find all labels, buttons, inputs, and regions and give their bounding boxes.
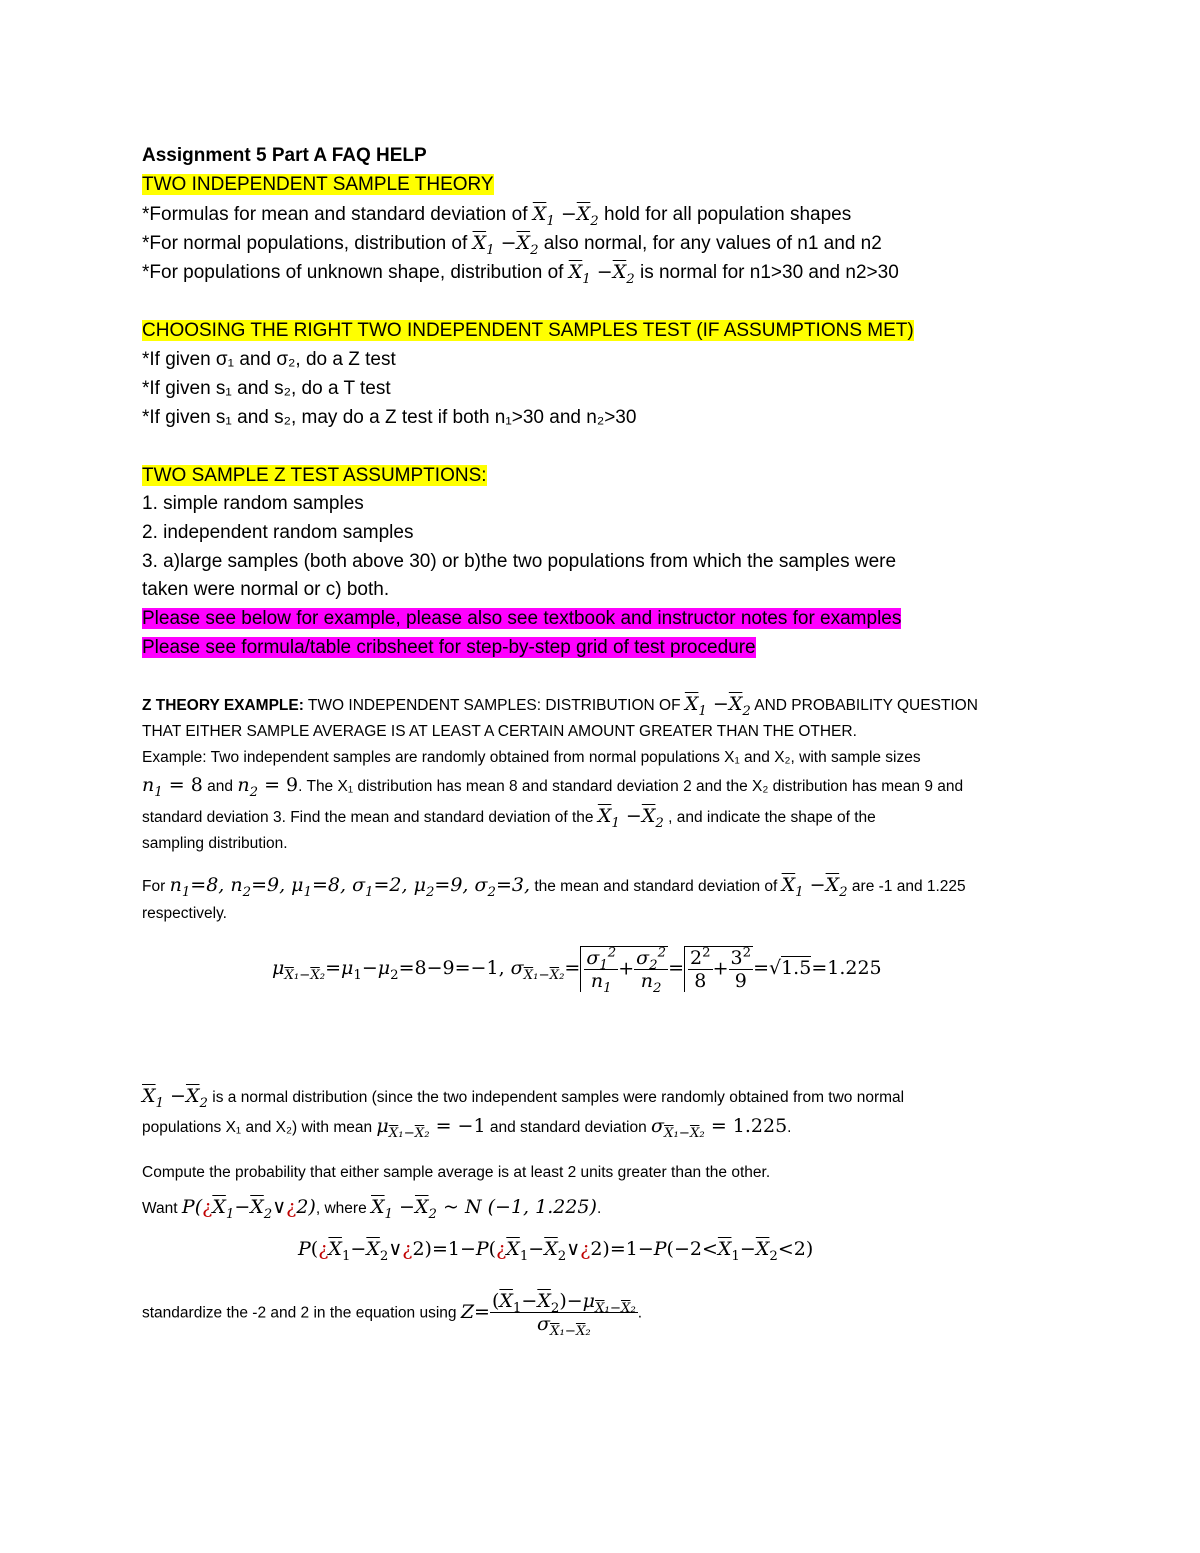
example-paragraph-3: standard deviation 3. Find the mean and standard deviation of the $\overline{X}_1 -\overline{X}_2$ , and indicate the shape of the bbox=[142, 805, 876, 831]
note-example: Please see below for example, please also see textbook and instructor notes for examples bbox=[142, 608, 902, 629]
choosing-line-1: *If given σ₁ and σ₂, do a Z test bbox=[142, 349, 396, 370]
example-heading-2: THAT EITHER SAMPLE AVERAGE IS AT LEAST A CERTAIN AMOUNT GREATER THAN THE OTHER. bbox=[142, 723, 857, 740]
theory-line-1: *Formulas for mean and standard deviation of $\overline{X}_1 -\overline{X}_2$ hold for all population shapes bbox=[142, 203, 852, 229]
want-line: Want $P(¿\overline{X}_1-\overline{X}_2\vee¿2)$, where $\overline{X}_1 -\overline{X}_2$ ~ N (−1, 1.225). bbox=[142, 1196, 602, 1222]
result-line-1: $\overline{X}_1 -\overline{X}_2$ is a normal distribution (since the two independent samples were randomly obtained from two normal bbox=[142, 1085, 905, 1111]
result-line-2: populations X₁ and X₂) with mean $\mu_{\overline{X}_1-\overline{X}_2} = -1$ and standard deviation $\sigma_{\overline{X}_1-\overline{X}_2} = 1.225$. bbox=[142, 1115, 792, 1141]
assumption-2: 2. independent random samples bbox=[142, 522, 414, 543]
theory-line-2: *For normal populations, distribution of $\overline{X}_1 -\overline{X}_2$ also normal, for any values of n1 and n2 bbox=[142, 232, 882, 258]
section-heading-assumptions: TWO SAMPLE Z TEST ASSUMPTIONS: bbox=[142, 465, 487, 486]
page-title: Assignment 5 Part A FAQ HELP bbox=[142, 145, 427, 166]
respectively-line: respectively. bbox=[142, 905, 227, 922]
example-paragraph-2: $n_1 = 8$ and $n_2 = 9$. The X₁ distribution has mean 8 and standard deviation 2 and the X₂ distribution has mean 9 and bbox=[142, 774, 964, 800]
probability-equation: $P(¿\overline{X}_1-\overline{X}_2\vee¿2)=1-P(¿\overline{X}_1-\overline{X}_2\vee¿2)=1-P(-2<\overline{X}_1-\overline{X}_2<2)$ bbox=[298, 1238, 814, 1264]
for-line: For $n_1=8$, $n_2=9$, $\mu_1=8$, $\sigma_1=2$, $\mu_2=9$, $\sigma_2=3$, the mean and standard deviation of $\overline{X}_1 -\overline{X}_2$ are -1 and 1.225 bbox=[142, 874, 966, 900]
assumption-3: 3. a)large samples (both above 30) or b)the two populations from which the samples were bbox=[142, 551, 897, 572]
example-paragraph-1: Example: Two independent samples are randomly obtained from normal populations X₁ and X₂, with sample sizes bbox=[142, 749, 921, 766]
mean-sd-equation: $\mu_{\overline{X}_1-\overline{X}_2}=\mu_1-\mu_2=8-9=-1$, $\sigma_{\overline{X}_1-\overline{X}_2}=$ $\frac{\sigma_1^2}{n_1}$ + $\frac{\sigma_2^2}{n_2}$ = $\frac{2^2}{8}$ + $\frac{3^2}{9}$ =√1.5=1.225 bbox=[272, 945, 882, 996]
example-heading-1: Z THEORY EXAMPLE: TWO INDEPENDENT SAMPLES: DISTRIBUTION OF $\overline{X}_1 -\overline{X}_2$ AND PROBABILITY QUESTION bbox=[142, 693, 978, 719]
assumption-1: 1. simple random samples bbox=[142, 493, 364, 514]
assumption-3-cont: taken were normal or c) both. bbox=[142, 579, 390, 600]
section-heading-theory: TWO INDEPENDENT SAMPLE THEORY bbox=[142, 174, 494, 195]
example-paragraph-4: sampling distribution. bbox=[142, 835, 288, 852]
compute-line: Compute the probability that either sample average is at least 2 units greater than the other. bbox=[142, 1164, 771, 1181]
note-cribsheet: Please see formula/table cribsheet for step-by-step grid of test procedure bbox=[142, 637, 756, 658]
choosing-line-2: *If given s₁ and s₂, do a T test bbox=[142, 378, 391, 399]
theory-line-3: *For populations of unknown shape, distribution of $\overline{X}_1 -\overline{X}_2$ is normal for n1>30 and n2>30 bbox=[142, 261, 899, 287]
standardize-line: standardize the -2 and 2 in the equation using Z= $\frac{(\overline{X}_1-\overline{X}_2)-\mu_{\overline{X}_1-\overline{X}_2}}{\sigma_{\overline{X}_1-\overline{X}_2}}$ . bbox=[142, 1290, 643, 1339]
choosing-line-3: *If given s₁ and s₂, may do a Z test if both n₁>30 and n₂>30 bbox=[142, 407, 637, 428]
section-heading-choosing: CHOOSING THE RIGHT TWO INDEPENDENT SAMPLES TEST (IF ASSUMPTIONS MET) bbox=[142, 320, 914, 341]
